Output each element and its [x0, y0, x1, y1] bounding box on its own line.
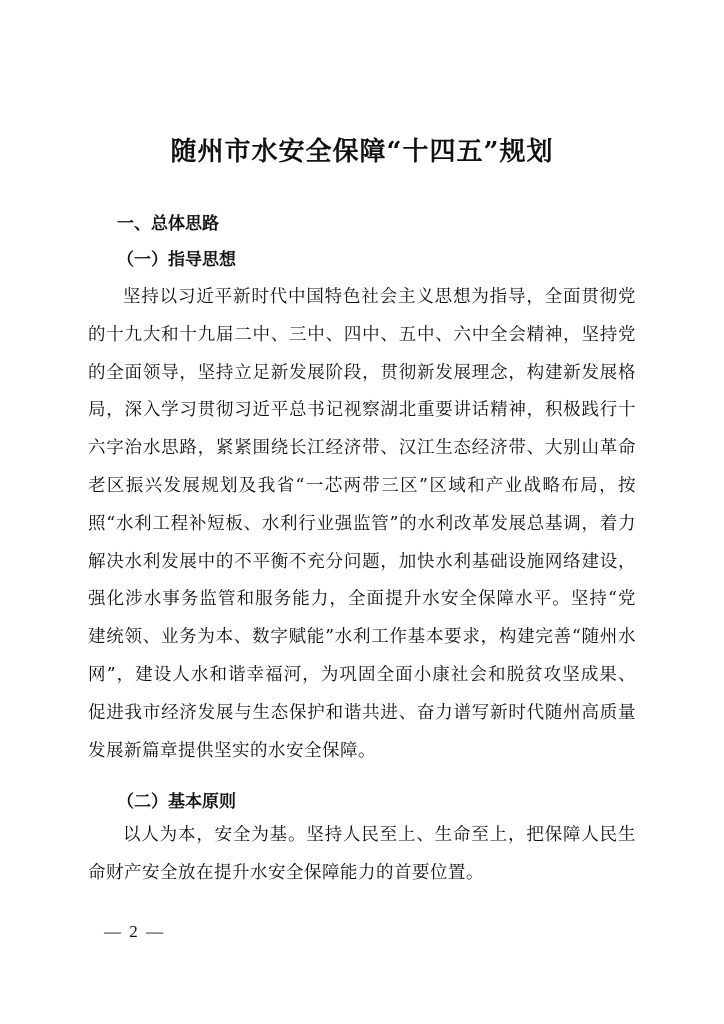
page-number: — 2 — [104, 922, 165, 941]
paragraph-basic-principles: 以人为本，安全为基。坚持人民至上、生命至上，把保障人民生命财产安全放在提升水安全保障能力的首要位置。 [88, 825, 636, 883]
subsection-heading-guiding-ideology: （一）指导思想 [117, 250, 236, 270]
subsection-heading-basic-principles: （二）基本原则 [117, 792, 236, 812]
document-title: 随州市水安全保障“十四五”规划 [170, 137, 554, 167]
section-heading-overall-approach: 一、总体思路 [117, 214, 219, 234]
paragraph-guiding-ideology: 坚持以习近平新时代中国特色社会主义思想为指导，全面贯彻党的十九大和十九届二中、三中、四中、五中、六中全会精神，坚持党的全面领导，坚持立足新发展阶段，贯彻新发展理念，构建新发展格局，深入学习贯彻习近平总书记视察湖北重要讲话精神，积极践行十六字治水思路，紧紧围绕长江经济带、汉江生态经济带、大别山革命老区振兴发展规划及我省“一芯两带三区”区域和产业战略布局，按照“水利工程补短板、水利行业强监管”的水利改革发展总基调，着力解决水利发展中的不平衡不充分问题，加快水利基础设施网络建设，强化涉水事务监管和服务能力，全面提升水安全保障水平。坚持“党建统领、业务为本、数字赋能”水利工作基本要求，构建完善“随州水网”，建设人水和谐幸福河，为巩固全面小康社会和脱贫攻坚成果、促进我市经济发展与生态保护和谐共进、奋力谱写新时代随州高质量发展新篇章提供坚实的水安全保障。 [88, 287, 636, 761]
